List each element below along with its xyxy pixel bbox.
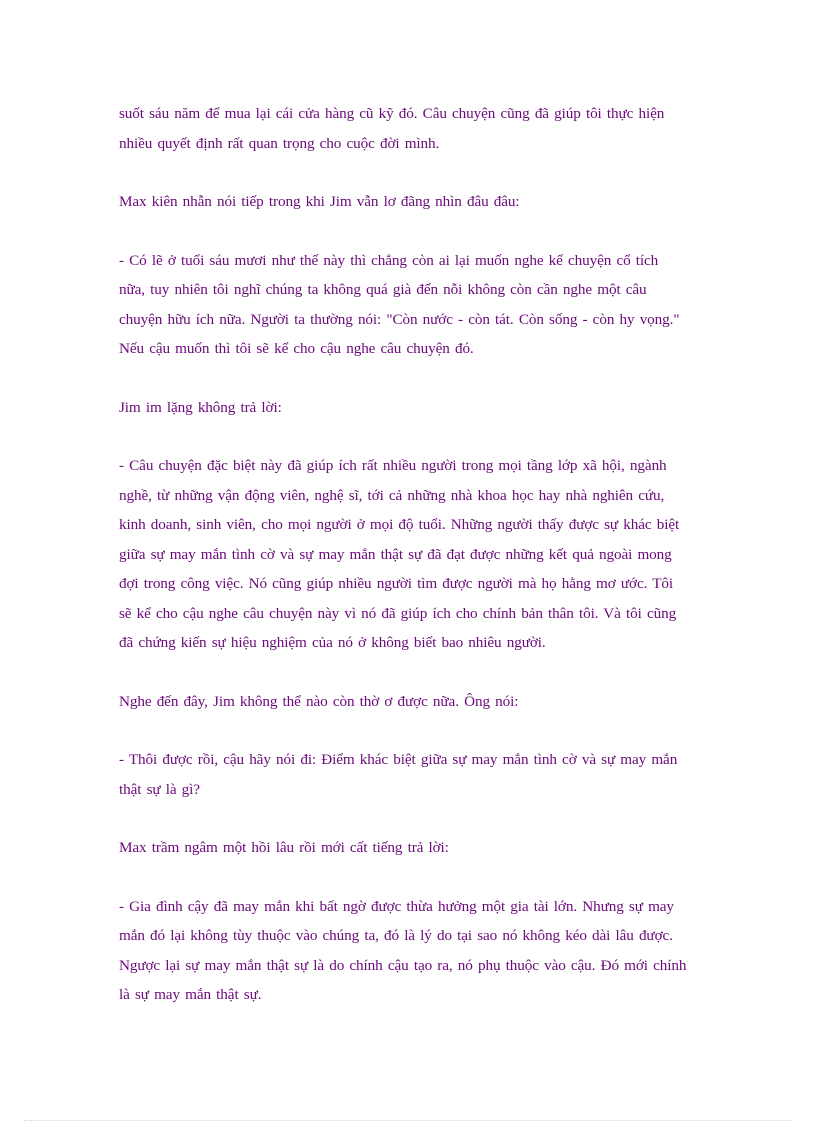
paragraph: [119, 246, 709, 364]
document-page: [119, 99, 709, 1039]
text-line: suốt sáu năm để mua lại cái cửa hàng cũ kỹ đó. Câu chuyện cũng đã giúp tôi thực hiện: [119, 105, 665, 122]
paragraph: [119, 393, 709, 423]
text-line: - Gia đình cậy đã may mắn khi bất ngờ được thừa hưởng một gia tài lớn. Nhưng sự may: [119, 897, 674, 915]
paragraph: [119, 687, 709, 717]
page-bottom-divider: [24, 1120, 792, 1121]
text-line: - Có lẽ ở tuổi sáu mươi như thế này thì chẳng còn ai lại muốn nghe kể chuyện cổ tích: [119, 251, 659, 269]
paragraph: [119, 99, 709, 158]
text-line: Nghe đến đây, Jim không thể nào còn thờ ơ được nữa. Ông nói:: [119, 692, 519, 710]
paragraph: [119, 892, 709, 1010]
text-line: đã chứng kiến sự hiệu nghiệm của nó ở không biết bao nhiêu người.: [119, 634, 546, 651]
text-line: thật sự là gì?: [119, 780, 200, 798]
text-line: chuyện hữu ích nữa. Người ta thường nói: "Còn nước - còn tát. Còn sống - còn hy vọng.": [119, 310, 680, 328]
text-line: mắn đó lại không tùy thuộc vào chúng ta, đó là lý do tại sao nó không kéo dài lâu được.: [119, 927, 673, 944]
text-line: nữa, tuy nhiên tôi nghĩ chúng ta không quá già đến nỗi không còn cần nghe một câu: [119, 281, 647, 298]
text-line: nghề, từ những vận động viên, nghệ sĩ, tới cả những nhà khoa học hay nhà nghiên cứu,: [119, 486, 665, 504]
paragraph: [119, 451, 709, 658]
text-line: Nếu cậu muốn thì tôi sẽ kể cho cậu nghe câu chuyện đó.: [119, 340, 474, 357]
paragraph: [119, 187, 709, 217]
text-line: là sự may mắn thật sự.: [119, 986, 262, 1003]
text-line: giữa sự may mắn tình cờ và sự may mắn thật sự đã đạt được những kết quả ngoài mong: [119, 545, 672, 563]
text-line: - Câu chuyện đặc biệt này đã giúp ích rất nhiều người trong mọi tầng lớp xã hội, ngành: [119, 457, 667, 474]
text-line: kinh doanh, sinh viên, cho mọi người ở mọi độ tuổi. Những người thấy được sự khác biệt: [119, 516, 680, 533]
text-line: Ngược lại sự may mắn thật sự là do chính cậu tạo ra, nó phụ thuộc vào cậu. Đó mới chính: [119, 956, 687, 974]
text-line: nhiều quyết định rất quan trọng cho cuộc đời mình.: [119, 134, 440, 152]
text-line: đợi trong công việc. Nó cũng giúp nhiều người tìm được người mà họ hằng mơ ước. Tôi: [119, 575, 674, 592]
text-line: Max trầm ngâm một hồi lâu rồi mới cất tiếng trả lời:: [119, 839, 449, 856]
text-line: Max kiên nhẫn nói tiếp trong khi Jim vẫn lơ đãng nhìn đâu đâu:: [119, 193, 520, 210]
text-line: - Thôi được rồi, cậu hãy nói đi: Điểm khác biệt giữa sự may mắn tình cờ và sự may mắn: [119, 751, 678, 768]
text-line: sẽ kể cho cậu nghe câu chuyện này vì nó đã giúp ích cho chính bản thân tôi. Và tôi cũng: [119, 604, 677, 622]
paragraph: [119, 833, 709, 863]
text-line: Jim im lặng không trả lời:: [119, 398, 282, 416]
paragraph: [119, 745, 709, 804]
